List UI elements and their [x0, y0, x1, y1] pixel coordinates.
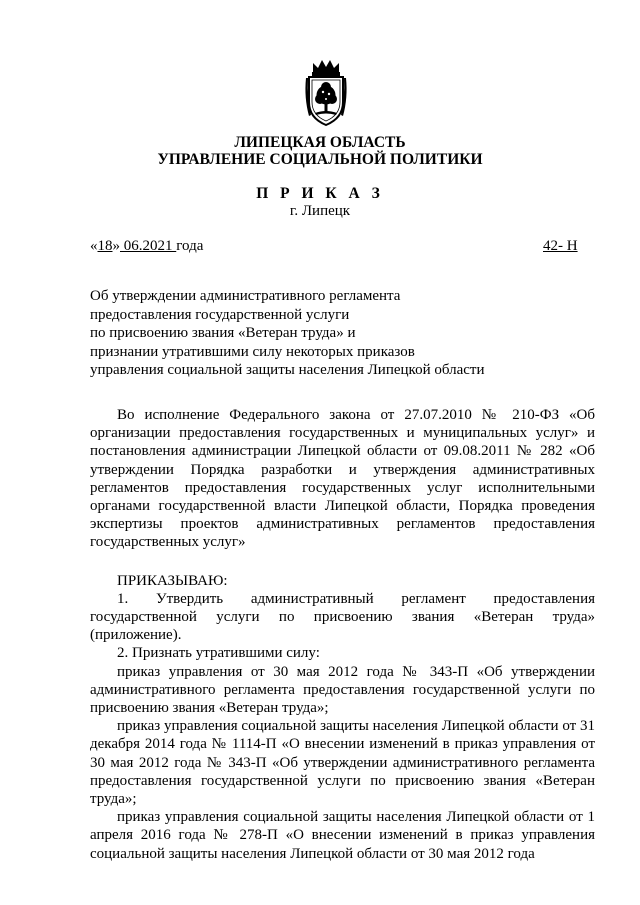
- order-subject: [90, 287, 484, 380]
- subject-line: предоставления государственной услуги: [90, 306, 350, 323]
- city-label: г. Липецк: [289, 203, 351, 219]
- document-type-title: П Р И К А З: [256, 185, 384, 202]
- order-item: приказ управления социальной защиты населения Липецкой области от 1 апреля 2016 года № 278-П «О внесении изменений в приказ управления социальной защиты населения Липецкой области от 30 мая 2012 года: [90, 809, 595, 862]
- order-body: [90, 406, 595, 863]
- subject-line: Об утверждении административного регламента: [90, 288, 401, 304]
- date-day: 18: [97, 238, 113, 254]
- order-item: 2. Признать утратившими силу:: [117, 645, 320, 662]
- subject-line: признании утратившими силу некоторых приказов: [90, 343, 415, 360]
- date-month-year: 06.2021: [120, 238, 177, 254]
- order-directive: ПРИКАЗЫВАЮ:: [117, 572, 228, 589]
- order-item: приказ управления от 30 мая 2012 года № 343-П «Об утверждении административного регламента предоставления государственной услуги по присвоению звания «Ветеран труда»;: [90, 663, 595, 717]
- order-item: приказ управления социальной защиты населения Липецкой области от 31 декабря 2014 года № 1114-П «О внесении изменений в приказ управления от 30 мая 2012 года № 343-П «Об утверждении административного регламента предоставления государственной услуги по присвоению звания «Ветеран труда»;: [90, 718, 595, 808]
- subject-line: управления социальной защиты населения Липецкой области: [90, 362, 485, 378]
- date-open-quote: «: [90, 238, 98, 254]
- region-title: ЛИПЕЦКАЯ ОБЛАСТЬ: [234, 134, 406, 151]
- coat-of-arms-emblem: [303, 58, 349, 128]
- subject-line: по присвоению звания «Ветеран труда» и: [90, 325, 356, 341]
- order-date: [90, 238, 203, 255]
- order-number: 42- Н: [543, 238, 578, 254]
- order-item: 1. Утвердить административный регламент предоставления государственной услуги по присвоению звания «Ветеран труда» (приложение).: [90, 590, 595, 644]
- department-title: УПРАВЛЕНИЕ СОЦИАЛЬНОЙ ПОЛИТИКИ: [157, 151, 483, 168]
- preamble-paragraph: Во исполнение Федерального закона от 27.07.2010 № 210-ФЗ «Об организации предоставления государственных и муниципальных услуг» и постановления администрации Липецкой области от 09.08.2011 № 282 «Об утверждении Порядка разработки и утверждения административных регламентов предоставления государственных услуг исполнительными органами государственной власти Липецкой области, Порядка проведения экспертизы проектов административных регламентов предоставления государственных услуг»: [90, 407, 595, 551]
- date-suffix: года: [176, 238, 204, 254]
- date-close-quote: »: [112, 238, 120, 254]
